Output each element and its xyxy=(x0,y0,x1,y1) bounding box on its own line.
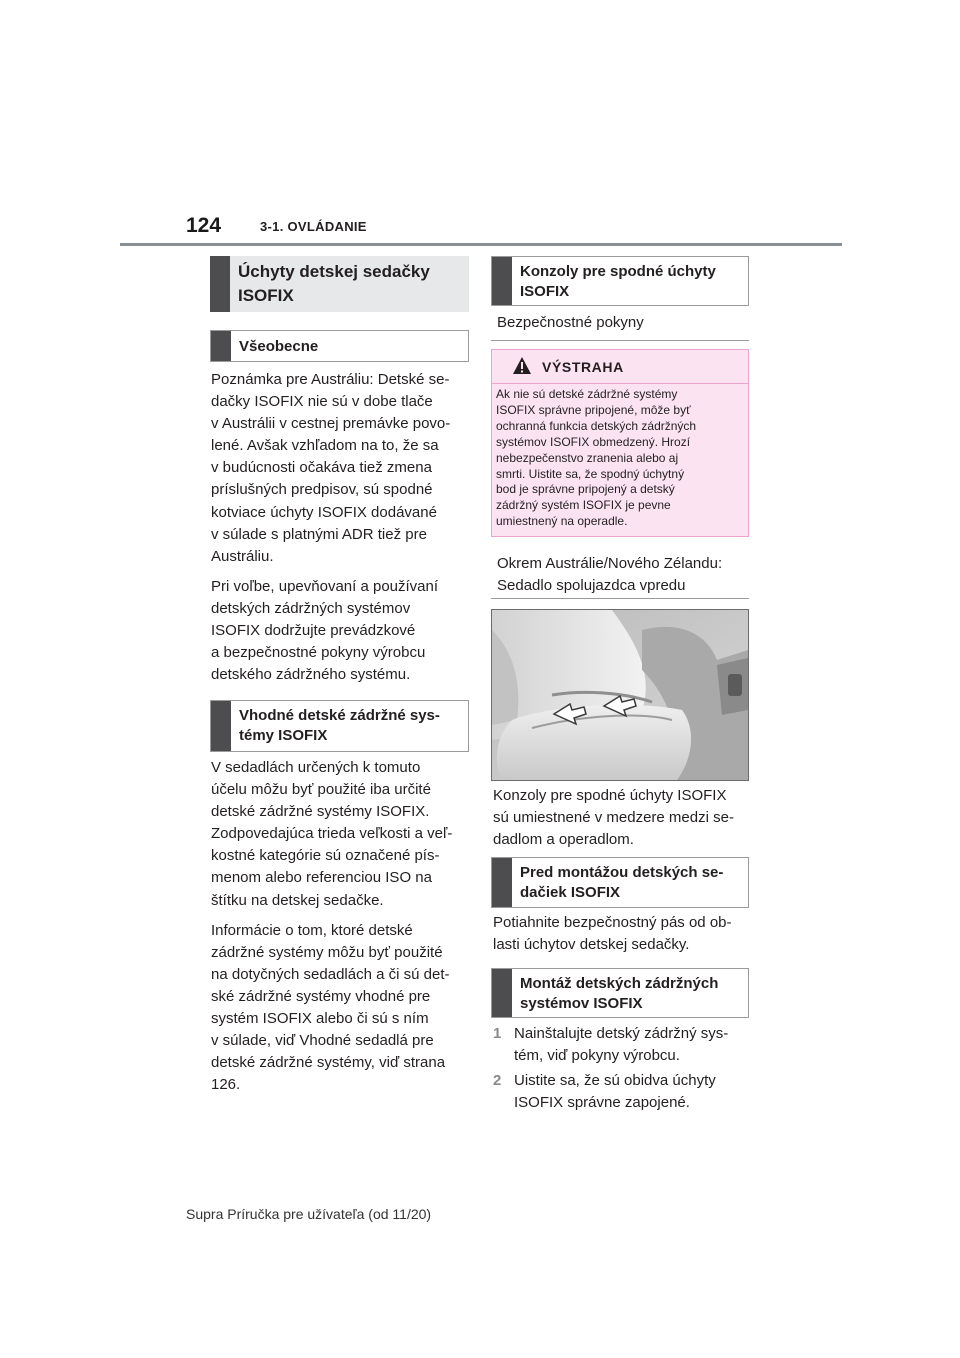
passenger-subheading-rule xyxy=(491,598,749,599)
header-rule xyxy=(120,243,842,246)
passenger-seat-subheading: Okrem Austrálie/Nového Zélandu: Sedadlo spolujazdca vpredu xyxy=(497,555,723,594)
section-general xyxy=(210,330,469,362)
section-mounting: Montáž detských zádržných systémov ISOFIX xyxy=(491,968,749,1018)
step-text: Uistite sa, že sú obidva úchyty ISOFIX správne zapojené. xyxy=(514,1072,716,1112)
section-general-label: Všeobecne xyxy=(239,338,319,355)
warning-header xyxy=(492,350,748,384)
step-number: 1 xyxy=(493,1025,502,1042)
section-before-mounting: Pred montážou detských se- dačiek ISOFIX xyxy=(491,857,749,908)
section-lower-brackets: Konzoly pre spodné úchyty ISOFIX xyxy=(491,256,749,306)
general-text xyxy=(211,369,473,694)
safety-subheading: Bezpečnostné pokyny xyxy=(497,314,644,331)
suitable-paragraph-1: V sedadlách určených k tomuto účelu môžu byť použité iba určité detské zádržné systémy ISOFIX. Zodpovedajúca trieda veľkosti a veľ- kostné kategórie sú označené pís- menom alebo referenciou ISO na štítku na detskej sedačke. xyxy=(211,759,453,909)
step-number: 2 xyxy=(493,1072,502,1089)
step-text: Nainštalujte detský zádržný sys- tém, viď pokyny výrobcu. xyxy=(514,1025,729,1065)
chapter-title: 3-1. OVLÁDANIE xyxy=(260,219,367,234)
suitable-text xyxy=(211,757,473,1104)
footer-text: Supra Príručka pre užívateľa (od 11/20) xyxy=(186,1206,432,1222)
safety-subheading-rule xyxy=(491,340,749,341)
seat-bracket-photo xyxy=(491,609,749,781)
main-title-line2: ISOFIX xyxy=(238,286,294,305)
general-paragraph-1: Poznámka pre Austráliu: Detské se- dačky ISOFIX nie sú v dobe tlače v Austrálii v cestnej premávke povo- lené. Avšak vzhľadom na to, že sa v budúcnosti očakáva tiež zmena príslušných predpisov, sú spodné kotviace úchyty ISOFIX dodávané v súlade s platnými ADR tiež pre Austráliu. xyxy=(211,371,451,565)
page-number: 124 xyxy=(186,214,222,237)
before-mounting-text: Potiahnite bezpečnostný pás od ob- lasti úchytov detskej sedačky. xyxy=(493,914,732,954)
warning-text: Ak nie sú detské zádržné systémy ISOFIX správne pripojené, môže byť ochranná funkcia detských zádržných systémov ISOFIX obmedzený. Hrozí nebezpečenstvo zranenia alebo aj smrti. Uistite sa, že spodný úchytný bod je správne pripojený a detský zádržný systém ISOFIX je pevne umiestnený na operadle. xyxy=(496,387,697,529)
general-paragraph-2: Pri voľbe, upevňovaní a používaní detských zádržných systémov ISOFIX dodržujte prevádzkové a bezpečnostné pokyny výrobcu detského zádržného systému. xyxy=(211,577,439,684)
main-section-title xyxy=(210,256,469,312)
suitable-paragraph-2: Informácie o tom, ktoré detské zádržné systémy môžu byť použité na dotyčných sedadlách a či sú det- ské zádržné systémy vhodné pre systém ISOFIX alebo či sú s ním v súlade, viď Vhodné sedadlá pre detské zádržné systémy, viď strana 126. xyxy=(211,921,450,1094)
main-title-line1: Úchyty detskej sedačky xyxy=(238,262,430,281)
section-suitable-systems: Vhodné detské zádržné sys- témy ISOFIX xyxy=(210,700,469,752)
seat-illustration xyxy=(492,610,748,780)
warning-triangle-icon xyxy=(512,356,532,375)
photo-caption: Konzoly pre spodné úchyty ISOFIX sú umiestnené v medzere medzi se- dadlom a operadlom. xyxy=(493,787,734,849)
warning-box xyxy=(491,349,749,537)
warning-title: VÝSTRAHA xyxy=(542,359,624,375)
